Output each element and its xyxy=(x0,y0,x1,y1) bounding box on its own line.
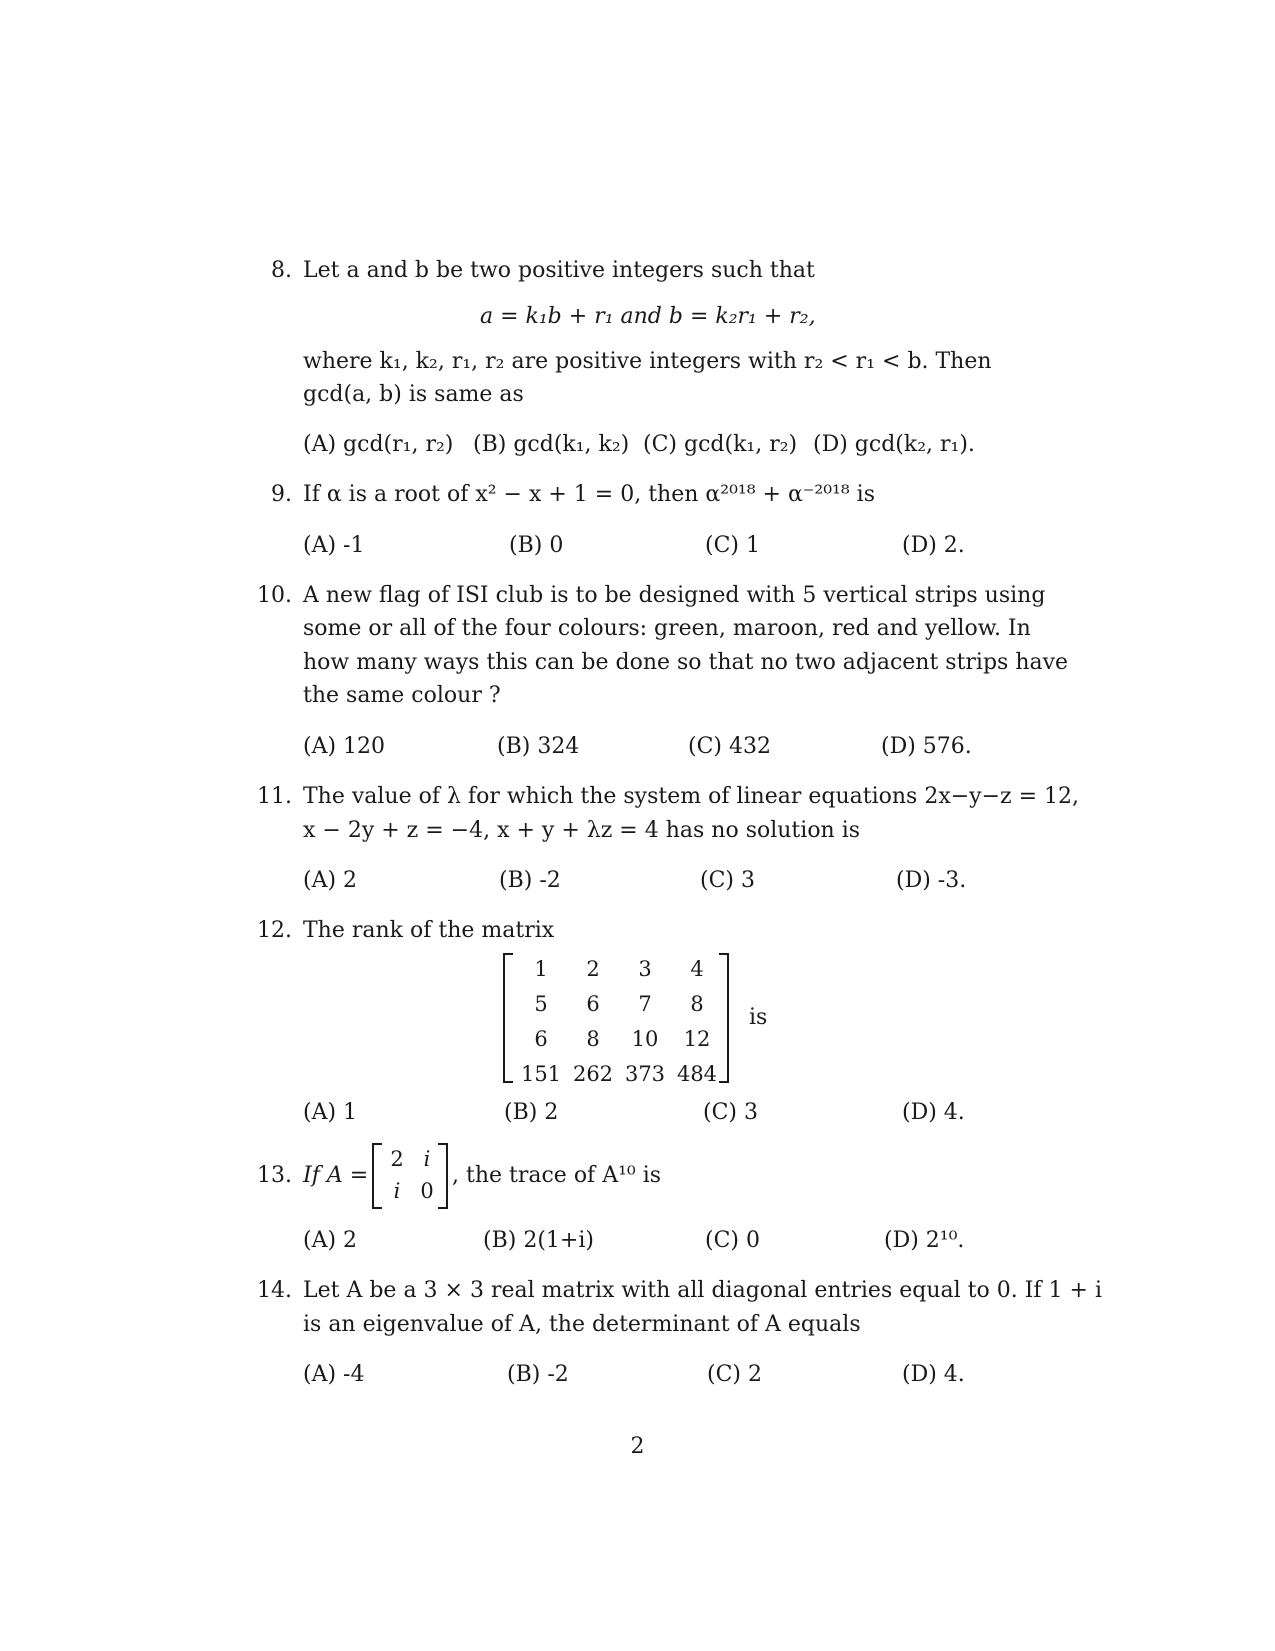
q14-line-2: is an eigenvalue of A, the determinant of A equals xyxy=(303,1312,861,1337)
q11-line-2: x − 2y + z = −4, x + y + λz = 4 has no solution is xyxy=(303,818,861,843)
q9-option-b: (B) 0 xyxy=(509,533,564,558)
matrix-cell: 0 xyxy=(420,1179,434,1203)
q13-option-c: (C) 0 xyxy=(705,1228,760,1253)
q12-option-b: (B) 2 xyxy=(504,1100,559,1125)
matrix-cell: 8 xyxy=(586,1026,600,1051)
matrix-cell: 4 xyxy=(690,956,704,981)
page-number: 2 xyxy=(630,1434,645,1459)
q8-option-c: (C) gcd(k₁, r₂) xyxy=(643,432,798,457)
q8-equation: a = k₁b + r₁ and b = k₂r₁ + r₂, xyxy=(480,304,816,329)
q8-option-a: (A) gcd(r₁, r₂) xyxy=(303,432,454,457)
q14-option-b: (B) -2 xyxy=(507,1362,569,1387)
matrix-cell: 2 xyxy=(390,1147,404,1171)
matrix-cell: 8 xyxy=(690,991,704,1016)
q12-option-c: (C) 3 xyxy=(703,1100,758,1125)
q10-number: 10. xyxy=(257,583,292,608)
q12-matrix xyxy=(503,953,729,1086)
q14-number: 14. xyxy=(257,1278,292,1303)
q14-option-d: (D) 4. xyxy=(902,1362,965,1387)
matrix-cell: 484 xyxy=(676,1061,718,1086)
q13-option-b: (B) 2(1+i) xyxy=(483,1228,594,1253)
q8-line3: gcd(a, b) is same as xyxy=(303,382,524,407)
q10-line-4: the same colour ? xyxy=(303,683,501,708)
matrix-cell: 6 xyxy=(586,991,600,1016)
q11-option-b: (B) -2 xyxy=(499,868,561,893)
q12-option-a: (A) 1 xyxy=(303,1100,358,1125)
matrix-cell: 3 xyxy=(638,956,652,981)
q14-option-a: (A) -4 xyxy=(303,1362,365,1387)
q9-option-c: (C) 1 xyxy=(705,533,760,558)
q10-line-2: some or all of the four colours: green, maroon, red and yellow. In xyxy=(303,616,1031,641)
q12-option-d: (D) 4. xyxy=(902,1100,965,1125)
q9-option-a: (A) -1 xyxy=(303,533,365,558)
q14-line-1: Let A be a 3 × 3 real matrix with all diagonal entries equal to 0. If 1 + i xyxy=(303,1278,1102,1303)
matrix-left-bracket xyxy=(372,1143,382,1209)
matrix-cell: 7 xyxy=(638,991,652,1016)
q8-option-d: (D) gcd(k₂, r₁). xyxy=(813,432,975,457)
q13-matrix xyxy=(372,1143,448,1209)
q10-line-1: A new flag of ISI club is to be designed with 5 vertical strips using xyxy=(303,583,1046,608)
q11-option-d: (D) -3. xyxy=(896,868,967,893)
q13-prefix: If A = xyxy=(303,1163,369,1188)
q8-intro: Let a and b be two positive integers such that xyxy=(303,258,815,283)
q14-option-c: (C) 2 xyxy=(707,1362,762,1387)
matrix-left-bracket xyxy=(503,953,513,1083)
q12-number: 12. xyxy=(257,918,292,943)
q13-number: 13. xyxy=(257,1163,292,1188)
q11-number: 11. xyxy=(257,784,292,809)
q12-text: The rank of the matrix xyxy=(303,918,555,943)
q10-option-c: (C) 432 xyxy=(688,734,771,759)
q10-option-d: (D) 576. xyxy=(881,734,972,759)
q10-option-b: (B) 324 xyxy=(497,734,580,759)
matrix-cell: i xyxy=(393,1179,401,1203)
matrix-cell: 12 xyxy=(683,1026,711,1051)
q9-text: If α is a root of x² − x + 1 = 0, then α²⁰¹⁸ + α⁻²⁰¹⁸ is xyxy=(303,482,876,507)
q13-option-d: (D) 2¹⁰. xyxy=(884,1228,965,1253)
q13-suffix: , the trace of A¹⁰ is xyxy=(452,1163,662,1188)
q13-option-a: (A) 2 xyxy=(303,1228,358,1253)
matrix-cell: 6 xyxy=(534,1026,548,1051)
matrix-cell: 5 xyxy=(534,991,548,1016)
q8-line2: where k₁, k₂, r₁, r₂ are positive integers with r₂ < r₁ < b. Then xyxy=(303,349,992,374)
matrix-cell: 373 xyxy=(624,1061,666,1086)
matrix-cell: 262 xyxy=(572,1061,614,1086)
q10-line-3: how many ways this can be done so that no two adjacent strips have xyxy=(303,650,1069,675)
matrix-cell: 2 xyxy=(586,956,600,981)
matrix-cell: 10 xyxy=(631,1026,659,1051)
q8-number: 8. xyxy=(271,258,292,283)
matrix-cell: i xyxy=(423,1147,431,1171)
q8-option-b: (B) gcd(k₁, k₂) xyxy=(473,432,630,457)
q12-suffix: is xyxy=(749,1005,768,1030)
q10-option-a: (A) 120 xyxy=(303,734,386,759)
matrix-cell: 151 xyxy=(520,1061,562,1086)
q11-option-c: (C) 3 xyxy=(700,868,755,893)
matrix-cell: 1 xyxy=(534,956,548,981)
q9-option-d: (D) 2. xyxy=(902,533,965,558)
q9-number: 9. xyxy=(271,482,292,507)
q11-line-1: The value of λ for which the system of linear equations 2x−y−z = 12, xyxy=(303,784,1080,809)
q11-option-a: (A) 2 xyxy=(303,868,358,893)
